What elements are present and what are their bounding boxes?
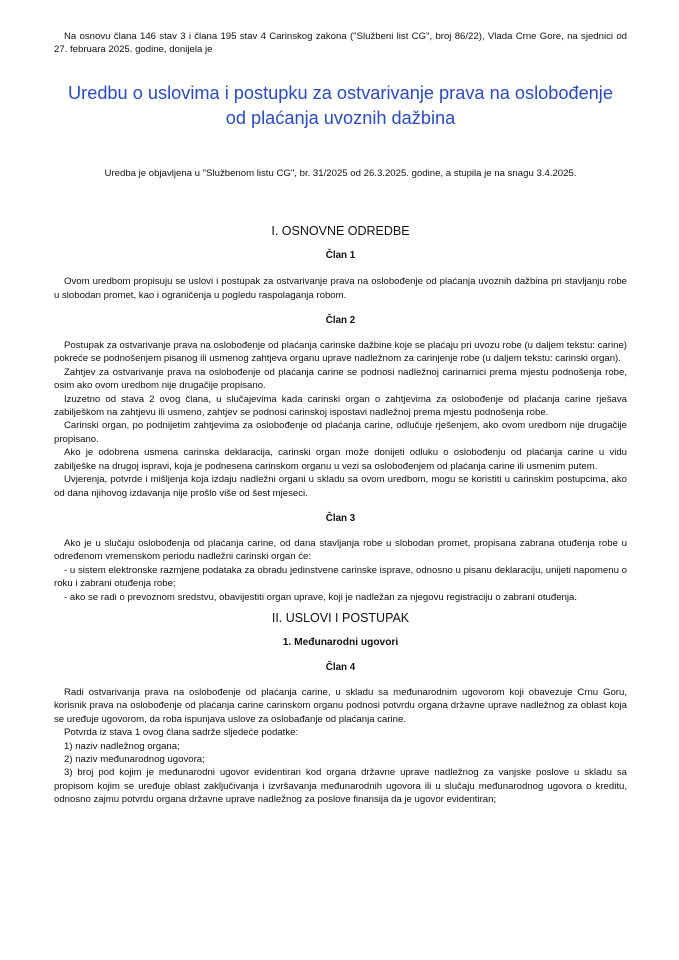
chapter-heading-2: II. USLOVI I POSTUPAK [271,610,410,625]
title-line-2: od plaćanja uvoznih dažbina [225,107,456,128]
article-2-paragraph-4: Carinski organ, po podnijetim zahtjevima za oslobođenje od plaćanja carine, odlučuje rješenjem, ako ovom uredbom nije drugačije propisano. [54,420,627,445]
publication-note: Uredba je objavljena u "Službenom listu CG", br. 31/2025 od 26.3.2025. godine, a stupila je na snagu 3.4.2025. [104,167,577,179]
preamble: Na osnovu člana 146 stav 3 i člana 195 stav 4 Carinskog zakona ("Službeni list CG", broj 86/22), Vlada Crne Gore, na sjednici od 27. februara 2025. godine, donijela je [54,31,627,56]
article-4-heading: Član 4 [325,661,356,673]
section-heading-1: 1. Međunarodni ugovori [282,636,399,648]
article-2-paragraph-2: Zahtjev za ostvarivanje prava na oslobođenje od plaćanja carine se podnosi nadležnoj carinarnici prema mjestu podnošenja robe, osim ako ovom uredbom nije drugačije propisano. [54,366,627,392]
article-4-item-2: 2) naziv međunarodnog ugovora; [64,753,205,765]
article-3-paragraph-1: Ako je u slučaju oslobođenja od plaćanja carine, od dana stavljanja robe u slobodan promet, propisana zabrana otuđenja robe u određenom vremenskom periodu nadležni carinski organ će: [54,537,627,563]
article-2-paragraph-6: Uvjerenja, potvrde i mišljenja koja izdaju nadležni organi u skladu sa ovom uredbom, mogu se koristiti u carinskim postupcima, ako od dana njihovog izdavanja nije prošlo više od šest mjeseci. [54,474,627,499]
document-title [54,81,627,131]
article-4-item-3: 3) broj pod kojim je međunarodni ugovor evidentiran kod organa državne uprave nadležnog za vanjske poslove u skladu sa propisom kojim se uređuje oblast zaključivanja i izvršavanja međunarodnih ugovora ili u slučaju međunarodnog ugovora o kreditu, odnosno zajmu potvrdu organa državne uprave nadležnog za poslove finansija da je ugovor evidentiran; [54,767,627,806]
article-4-paragraph-1: Radi ostvarivanja prava na oslobođenje od plaćanja carine, u skladu sa međunarodnim ugovorom koji obavezuje Crnu Goru, korisnik prava na oslobođenje od plaćanja carine carinskom organu podnosi potvrdu organa državne uprave nadležnog za oblast koja se uređuje ugovorom, da roba ispunjava uslove za oslobađanje od plaćanja carine. [54,686,627,725]
article-4-item-1: 1) naziv nadležnog organa; [64,740,180,752]
title-line-1: Uredbu o uslovima i postupku za ostvarivanje prava na oslobođenje [68,82,613,103]
article-2-paragraph-3: Izuzetno od stava 2 ovog člana, u slučajevima kada carinski organ o zahtjevima za oslobođenje od plaćanja carine rješava zabilješkom na zahtjevu ili usmeno, zahtjev se podnosi carinskoj ispostavi nadležnoj prema mjestu podnošenja robe. [54,393,627,419]
article-2-paragraph-1: Postupak za ostvarivanje prava na oslobođenje od plaćanja carinske dažbine koje se plaćaju pri uvozu robe (u daljem tekstu: carine) pokreće se podnošenjem pisanog ili usmenog zahtjeva organu uprave nadležnom za carinjenje robe (u daljem tekstu: carinski organ). [54,340,627,365]
article-2-heading: Član 2 [325,315,356,327]
chapter-heading-1: I. OSNOVNE ODREDBE [271,224,410,239]
article-3-paragraph-3: - ako se radi o prevoznom sredstvu, obavijestiti organ uprave, koji je nadležan za njegovu registraciju o zabrani otuđenja. [64,591,578,603]
article-3-heading: Član 3 [325,512,356,524]
article-2-paragraph-5: Ako je odobrena usmena carinska deklaracija, carinski organ može donijeti odluku o oslobođenju od plaćanja carine u vidu zabilješke na drugoj ispravi, koja je podnesena carinskom organu u vezi sa oslobođenjem od plaćanja carine ili usmenim putem. [54,447,627,472]
article-1-heading: Član 1 [325,250,356,262]
article-4-paragraph-2: Potvrda iz stava 1 ovog člana sadrže sljedeće podatke: [64,727,299,739]
article-3-paragraph-2: - u sistem elektronske razmjene podataka za obradu jedinstvene carinske isprave, odnosno u pisanu deklaraciju, unijeti napomenu o roku i zabrani otuđenja robe; [54,564,627,590]
article-1-paragraph: Ovom uredbom propisuju se uslovi i postupak za ostvarivanje prava na oslobođenje od plaćanja uvoznih dažbina pri stavljanju robe u slobodan promet, kao i ograničenja u pogledu raspolaganja robom. [54,276,627,301]
